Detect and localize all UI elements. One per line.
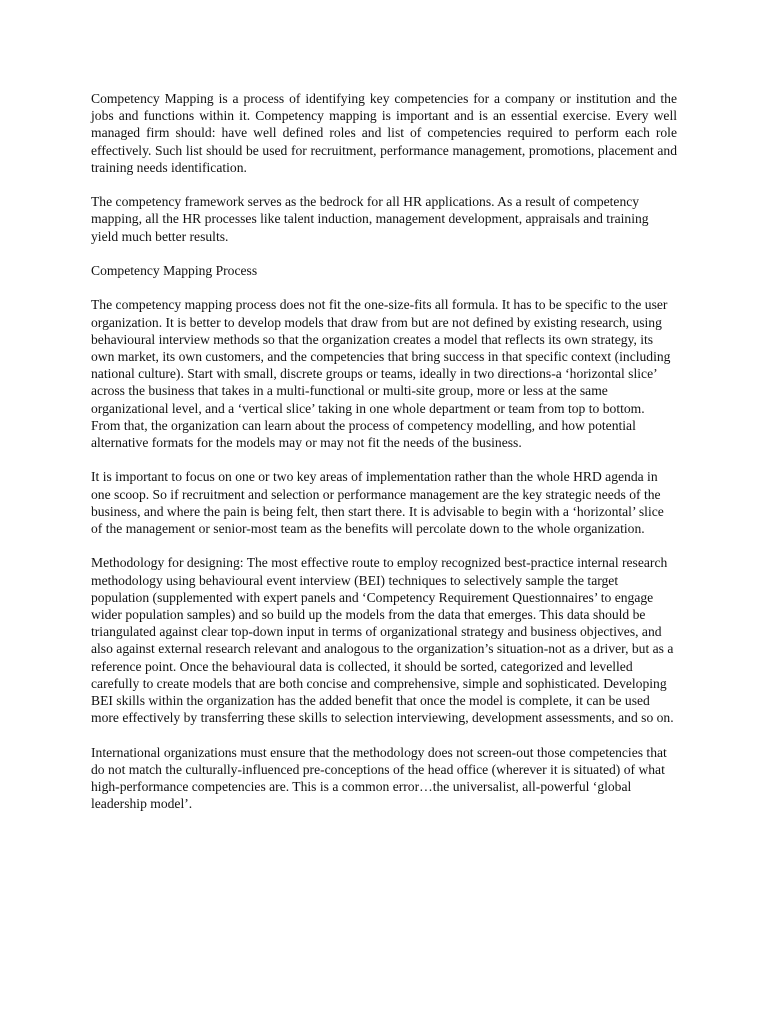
document-body bbox=[91, 90, 677, 830]
paragraph-framework: The competency framework serves as the bedrock for all HR applications. As a result of competency mapping, all the HR processes like talent induction, management development, appraisals and training yield much better results. bbox=[91, 194, 649, 244]
paragraph-focus: It is important to focus on one or two key areas of implementation rather than the whole HRD agenda in one scoop. So if recruitment and selection or performance management are the key strategic needs of the business, and where the pain is being felt, then start there. It is advisable to begin with a ‘horizontal’ slice of the management or senior-most team as the benefits will percolate down to the whole organization. bbox=[91, 469, 664, 537]
paragraph-intro: Competency Mapping is a process of identifying key competencies for a company or institution and the jobs and functions within it. Competency mapping is important and is an essential exercise. Every well managed firm should: have well defined roles and list of competencies required to perform each role effectively. Such list should be used for recruitment, performance management, promotions, placement and training needs identification. bbox=[91, 91, 677, 175]
section-heading: Competency Mapping Process bbox=[91, 263, 258, 278]
paragraph-international: International organizations must ensure that the methodology does not screen-out those competencies that do not match the culturally-influenced pre-conceptions of the head office (wherever it is situated) of what high-performance competencies are. This is a common error…the universalist, all-powerful ‘global leadership model’. bbox=[91, 744, 667, 812]
paragraph-process: The competency mapping process does not fit the one-size-fits all formula. It has to be specific to the user organization. It is better to develop models that draw from but are not defined by existing research, using behavioural interview methods so that the organization creates a model that reflects its own strategy, its own market, its own customers, and the competencies that bring success in that specific context (including national culture). Start with small, discrete groups or teams, ideally in two directions-a ‘horizontal slice’ across the business that takes in a multi-functional or multi-site group, more or less at the same organizational level, and a ‘vertical slice’ taking in one whole department or team from top to bottom. From that, the organization can learn about the process of competency modelling, and how potential alternative formats for the models may or may not fit the needs of the business. bbox=[91, 297, 671, 451]
paragraph-methodology: Methodology for designing: The most effective route to employ recognized best-practice internal research methodology using behavioural event interview (BEI) techniques to selectively sample the target population (supplemented with expert panels and ‘Competency Requirement Questionnaires’ to engage wider population samples) and so build up the models from the data that emerges. This data should be triangulated against clear top-down input in terms of organizational strategy and business objectives, and also against external research relevant and analogous to the organization’s situation-not as a driver, but as a reference point. Once the behavioural data is collected, it should be sorted, categorized and levelled carefully to create models that are both concise and comprehensive, simple and sophisticated. Developing BEI skills within the organization has the added benefit that once the model is complete, it can be used more effectively by transferring these skills to selection interviewing, development assessments, and so on. bbox=[91, 555, 674, 726]
